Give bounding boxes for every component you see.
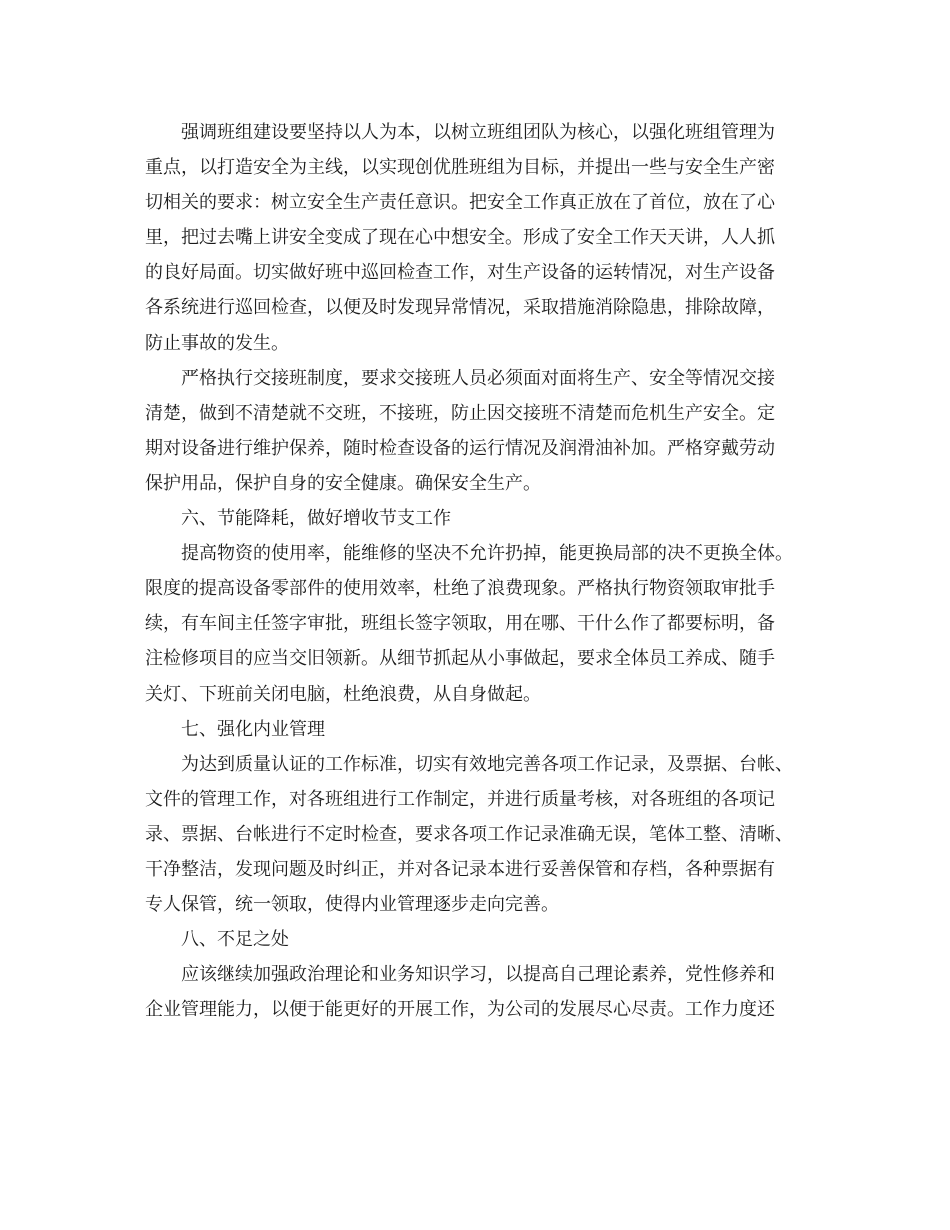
paragraph-line: 限度的提高设备零部件的使用效率，杜绝了浪费现象。严格执行物资领取审批手 [145, 578, 775, 600]
paragraph-line: 干净整洁，发现问题及时纠正，并对各记录本进行妥善保管和存档，各种票据有 [145, 858, 775, 880]
paragraph-line: 注检修项目的应当交旧领新。从细节抓起从小事做起，要求全体员工养成、随手 [145, 648, 775, 670]
paragraph-line: 重点，以打造安全为主线，以实现创优胜班组为目标，并提出一些与安全生产密 [145, 157, 775, 179]
paragraph-line: 关灯、下班前关闭电脑，杜绝浪费，从自身做起。 [145, 683, 541, 705]
paragraph-line: 防止事故的发生。 [145, 332, 289, 354]
paragraph-line: 续，有车间主任签字审批，班组长签字领取，用在哪、干什么作了都要标明，备 [145, 613, 775, 635]
paragraph-line: 强调班组建设要坚持以人为本，以树立班组团队为核心，以强化班组管理为 [181, 122, 775, 143]
paragraph-line: 里，把过去嘴上讲安全变成了现在心中想安全。形成了安全工作天天讲，人人抓 [145, 227, 775, 249]
paragraph-line: 为达到质量认证的工作标准，切实有效地完善各项工作记录，及票据、台帐、 [181, 753, 793, 775]
paragraph-line: 清楚，做到不清楚就不交班，不接班，防止因交接班不清楚而危机生产安全。定 [145, 402, 775, 424]
document-body [145, 115, 815, 1027]
section-heading: 六、节能降耗，做好增收节支工作 [181, 508, 451, 530]
paragraph-line: 保护用品，保护自身的安全健康。确保安全生产。 [145, 472, 541, 494]
paragraph-line: 文件的管理工作，对各班组进行工作制定，并进行质量考核，对各班组的各项记 [145, 788, 775, 810]
paragraph-line: 的良好局面。切实做好班中巡回检查工作，对生产设备的运转情况，对生产设备 [145, 262, 775, 284]
paragraph-line: 应该继续加强政治理论和业务知识学习，以提高自己理论素养，党性修养和 [181, 964, 775, 986]
paragraph-line: 专人保管，统一领取，使得内业管理逐步走向完善。 [145, 894, 559, 916]
section-heading: 八、不足之处 [181, 929, 289, 951]
paragraph-line: 录、票据、台帐进行不定时检查，要求各项工作记录准确无误，笔体工整、清晰、 [145, 823, 793, 845]
paragraph-line: 企业管理能力，以便于能更好的开展工作，为公司的发展尽心尽责。工作力度还 [145, 999, 775, 1021]
paragraph-line: 切相关的要求：树立安全生产责任意识。把安全工作真正放在了首位，放在了心 [145, 192, 775, 214]
paragraph-line: 提高物资的使用率，能维修的坚决不允许扔掉，能更换局部的决不更换全体。 [181, 543, 793, 565]
paragraph-line: 各系统进行巡回检查，以便及时发现异常情况，采取措施消除隐患，排除故障， [145, 297, 775, 319]
paragraph-line: 期对设备进行维护保养，随时检查设备的运行情况及润滑油补加。严格穿戴劳动 [145, 437, 775, 459]
paragraph-line: 严格执行交接班制度，要求交接班人员必须面对面将生产、安全等情况交接 [181, 367, 775, 389]
section-heading: 七、强化内业管理 [181, 718, 325, 740]
